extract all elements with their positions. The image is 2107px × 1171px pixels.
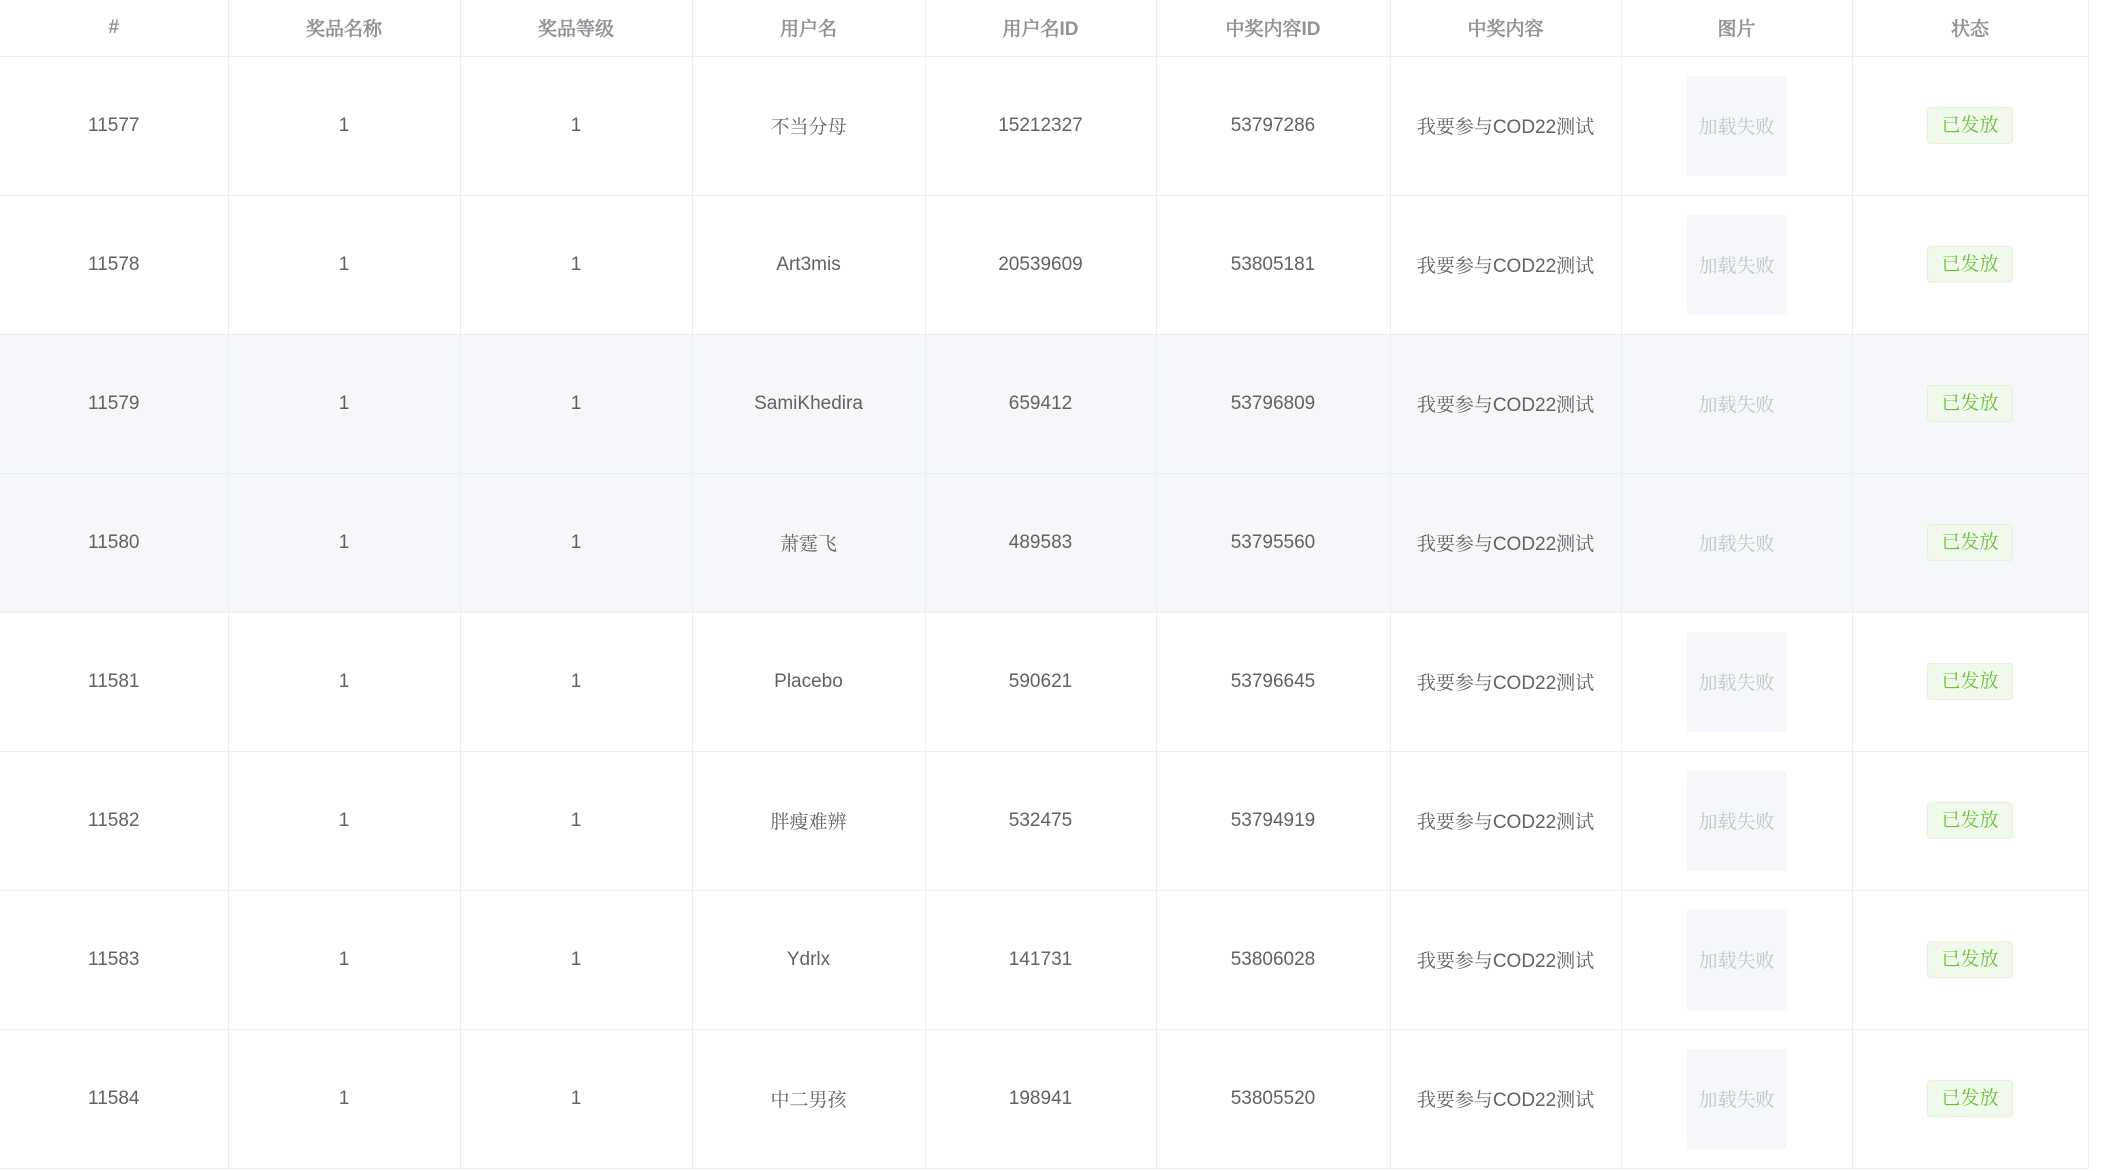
image-error-placeholder	[1687, 354, 1787, 454]
table-row[interactable]	[0, 195, 2088, 334]
cell-prize-level	[460, 473, 692, 612]
table-row[interactable]	[0, 56, 2088, 195]
row-id-text: 11583	[88, 948, 140, 970]
image-error-text: 加载失败	[1698, 117, 1775, 138]
prize-level-text: 1	[570, 114, 582, 136]
prize-name-text: 1	[338, 1087, 350, 1109]
cell-prize-level	[460, 334, 692, 473]
image-error-placeholder	[1687, 910, 1787, 1010]
user-id-text: 590621	[1008, 670, 1073, 692]
cell-content-id	[1156, 612, 1390, 751]
column-header-user-id	[925, 0, 1156, 56]
prize-level-text: 1	[570, 1087, 582, 1109]
prize-level-text: 1	[570, 253, 582, 275]
content-id-text: 53805181	[1230, 253, 1316, 275]
cell-status	[1852, 56, 2088, 195]
username-text: 萧霆飞	[779, 534, 837, 555]
image-error-placeholder	[1687, 632, 1787, 732]
column-header-label: 奖品等级	[537, 19, 614, 41]
cell-image	[1621, 612, 1852, 751]
cell-status	[1852, 612, 2088, 751]
cell-status	[1852, 890, 2088, 1029]
user-id-text: 198941	[1008, 1087, 1073, 1109]
cell-prize-level	[460, 56, 692, 195]
table-row[interactable]	[0, 612, 2088, 751]
cell-username	[692, 195, 925, 334]
cell-image	[1621, 473, 1852, 612]
column-header-prize-name	[228, 0, 460, 56]
cell-id	[0, 890, 228, 1029]
user-id-text: 20539609	[998, 253, 1083, 275]
cell-user-id	[925, 890, 1156, 1029]
content-text: 我要参与COD22测试	[1416, 256, 1595, 277]
content-id-text: 53805520	[1230, 1087, 1316, 1109]
content-text: 我要参与COD22测试	[1416, 534, 1595, 555]
cell-content	[1390, 751, 1621, 890]
column-header-content-id	[1156, 0, 1390, 56]
table-row[interactable]	[0, 751, 2088, 890]
cell-prize-name	[228, 56, 460, 195]
row-id-text: 11580	[88, 531, 140, 553]
column-header-label: 状态	[1950, 19, 1989, 41]
cell-content	[1390, 612, 1621, 751]
username-text: SamiKhedira	[754, 392, 863, 414]
column-header-label: 用户名	[779, 19, 837, 41]
cell-id	[0, 195, 228, 334]
user-id-text: 659412	[1008, 392, 1073, 414]
column-header-label: 中奖内容ID	[1225, 19, 1321, 41]
column-header-id	[0, 0, 228, 56]
cell-image	[1621, 195, 1852, 334]
cell-status	[1852, 1029, 2088, 1168]
image-error-text: 加载失败	[1698, 812, 1775, 833]
cell-status	[1852, 473, 2088, 612]
prize-level-text: 1	[570, 809, 582, 831]
cell-image	[1621, 751, 1852, 890]
table-body	[0, 56, 2088, 1168]
cell-user-id	[925, 473, 1156, 612]
content-text: 我要参与COD22测试	[1416, 395, 1595, 416]
image-error-placeholder	[1687, 493, 1787, 593]
prize-name-text: 1	[338, 809, 350, 831]
column-header-content	[1390, 0, 1621, 56]
cell-id	[0, 334, 228, 473]
cell-id	[0, 56, 228, 195]
cell-content-id	[1156, 751, 1390, 890]
cell-user-id	[925, 195, 1156, 334]
username-text: 胖瘦难辨	[770, 812, 847, 833]
table-header	[0, 0, 2088, 56]
content-text: 我要参与COD22测试	[1416, 812, 1595, 833]
cell-prize-name	[228, 612, 460, 751]
cell-content-id	[1156, 473, 1390, 612]
cell-content-id	[1156, 1029, 1390, 1168]
cell-user-id	[925, 612, 1156, 751]
cell-prize-name	[228, 751, 460, 890]
prize-level-text: 1	[570, 948, 582, 970]
column-header-label: 中奖内容	[1467, 19, 1544, 41]
cell-prize-level	[460, 195, 692, 334]
cell-username	[692, 334, 925, 473]
user-id-text: 489583	[1008, 531, 1073, 553]
cell-prize-name	[228, 334, 460, 473]
content-id-text: 53794919	[1230, 809, 1316, 831]
cell-content	[1390, 334, 1621, 473]
cell-username	[692, 56, 925, 195]
cell-content-id	[1156, 195, 1390, 334]
status-badge: 已发放	[1927, 524, 2012, 562]
image-error-placeholder	[1687, 76, 1787, 176]
username-text: 不当分母	[770, 117, 847, 138]
image-error-placeholder	[1687, 771, 1787, 871]
cell-prize-name	[228, 195, 460, 334]
table-row[interactable]	[0, 473, 2088, 612]
prize-name-text: 1	[338, 948, 350, 970]
column-header-status	[1852, 0, 2088, 56]
column-header-label: #	[108, 16, 120, 38]
cell-prize-level	[460, 1029, 692, 1168]
cell-status	[1852, 334, 2088, 473]
table-row[interactable]	[0, 890, 2088, 1029]
column-header-image	[1621, 0, 1852, 56]
cell-content	[1390, 1029, 1621, 1168]
cell-username	[692, 612, 925, 751]
column-header-label: 用户名ID	[1002, 19, 1079, 41]
image-error-text: 加载失败	[1698, 673, 1775, 694]
user-id-text: 532475	[1008, 809, 1073, 831]
username-text: Ydrlx	[786, 948, 831, 970]
cell-prize-level	[460, 612, 692, 751]
row-id-text: 11584	[88, 1087, 140, 1109]
cell-username	[692, 473, 925, 612]
user-id-text: 15212327	[998, 114, 1083, 136]
row-id-text: 11577	[88, 114, 140, 136]
cell-content-id	[1156, 334, 1390, 473]
image-error-placeholder	[1687, 1049, 1787, 1149]
cell-image	[1621, 334, 1852, 473]
cell-content-id	[1156, 56, 1390, 195]
prize-name-text: 1	[338, 253, 350, 275]
cell-user-id	[925, 334, 1156, 473]
username-text: 中二男孩	[770, 1090, 847, 1111]
table-row[interactable]	[0, 1029, 2088, 1168]
cell-username	[692, 751, 925, 890]
image-error-text: 加载失败	[1698, 951, 1775, 972]
cell-id	[0, 473, 228, 612]
cell-id	[0, 751, 228, 890]
cell-id	[0, 612, 228, 751]
username-text: Art3mis	[776, 253, 841, 275]
prize-level-text: 1	[570, 392, 582, 414]
prize-name-text: 1	[338, 531, 350, 553]
image-error-text: 加载失败	[1698, 395, 1775, 416]
cell-content	[1390, 195, 1621, 334]
cell-content	[1390, 890, 1621, 1029]
cell-content	[1390, 473, 1621, 612]
content-text: 我要参与COD22测试	[1416, 1090, 1595, 1111]
cell-prize-name	[228, 473, 460, 612]
username-text: Placebo	[774, 670, 843, 692]
status-badge: 已发放	[1927, 385, 2012, 423]
content-text: 我要参与COD22测试	[1416, 673, 1595, 694]
row-id-text: 11582	[88, 809, 140, 831]
column-header-label: 奖品名称	[305, 19, 382, 41]
cell-image	[1621, 1029, 1852, 1168]
row-id-text: 11578	[88, 253, 140, 275]
status-badge: 已发放	[1927, 246, 2012, 284]
content-id-text: 53806028	[1230, 948, 1316, 970]
column-header-prize-level	[460, 0, 692, 56]
cell-image	[1621, 56, 1852, 195]
content-id-text: 53795560	[1230, 531, 1316, 553]
prize-name-text: 1	[338, 114, 350, 136]
image-error-text: 加载失败	[1698, 1090, 1775, 1111]
column-header-label: 图片	[1717, 19, 1756, 41]
status-badge: 已发放	[1927, 802, 2012, 840]
status-badge: 已发放	[1927, 107, 2012, 145]
row-id-text: 11581	[88, 670, 140, 692]
cell-content	[1390, 56, 1621, 195]
prize-level-text: 1	[570, 531, 582, 553]
cell-image	[1621, 890, 1852, 1029]
cell-content-id	[1156, 890, 1390, 1029]
content-id-text: 53796645	[1230, 670, 1316, 692]
cell-user-id	[925, 751, 1156, 890]
content-id-text: 53797286	[1230, 114, 1316, 136]
cell-status	[1852, 195, 2088, 334]
row-id-text: 11579	[88, 392, 140, 414]
column-header-username	[692, 0, 925, 56]
prize-level-text: 1	[570, 670, 582, 692]
cell-prize-name	[228, 890, 460, 1029]
prize-name-text: 1	[338, 392, 350, 414]
status-badge: 已发放	[1927, 941, 2012, 979]
cell-status	[1852, 751, 2088, 890]
content-text: 我要参与COD22测试	[1416, 117, 1595, 138]
cell-id	[0, 1029, 228, 1168]
image-error-placeholder	[1687, 215, 1787, 315]
table-header-row	[0, 0, 2088, 56]
cell-username	[692, 890, 925, 1029]
cell-prize-name	[228, 1029, 460, 1168]
cell-username	[692, 1029, 925, 1168]
cell-user-id	[925, 56, 1156, 195]
content-id-text: 53796809	[1230, 392, 1316, 414]
cell-prize-level	[460, 751, 692, 890]
image-error-text: 加载失败	[1698, 534, 1775, 555]
prize-name-text: 1	[338, 670, 350, 692]
status-badge: 已发放	[1927, 663, 2012, 701]
image-error-text: 加载失败	[1698, 256, 1775, 277]
status-badge: 已发放	[1927, 1080, 2012, 1118]
cell-user-id	[925, 1029, 1156, 1168]
content-text: 我要参与COD22测试	[1416, 951, 1595, 972]
table-row[interactable]	[0, 334, 2088, 473]
user-id-text: 141731	[1008, 948, 1073, 970]
cell-prize-level	[460, 890, 692, 1029]
